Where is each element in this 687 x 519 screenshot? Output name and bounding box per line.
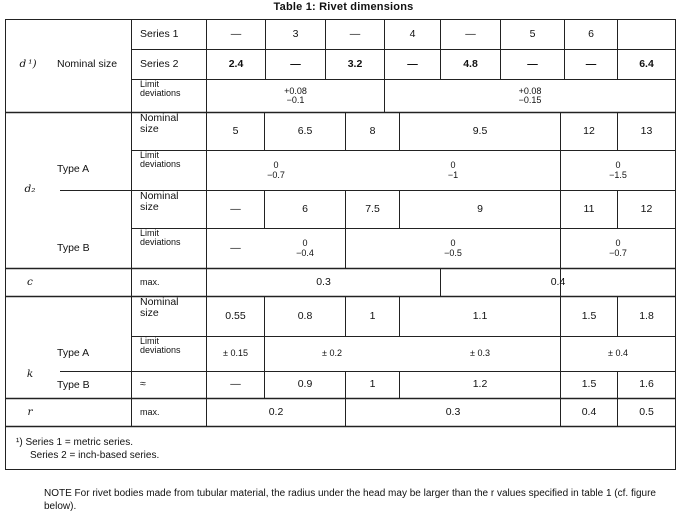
series1-label: Series 1 bbox=[140, 27, 179, 40]
d1-limit-a-lower: −0.1 bbox=[286, 95, 305, 105]
k-limit-3: ± 0.3 bbox=[470, 348, 490, 359]
d2-b-limit-label bbox=[140, 229, 206, 268]
c-symbol: c bbox=[27, 275, 33, 288]
k-limit-label bbox=[140, 337, 206, 371]
k-b-value-5: 1.5 bbox=[581, 378, 597, 391]
k-a-nominal-5: 1.5 bbox=[581, 309, 597, 322]
k-a-nominal-6: 1.8 bbox=[639, 309, 654, 322]
d2-a-nominal-2: 6.5 bbox=[297, 124, 313, 137]
d2-b-nominal-4: 9 bbox=[477, 202, 483, 215]
d2-a-nominal-3: 8 bbox=[369, 124, 376, 137]
d2-a-limit-2-upper: 0 bbox=[450, 160, 456, 171]
d2-b-nominal-6: 12 bbox=[640, 202, 653, 215]
d2-b-nominal-label bbox=[140, 191, 206, 228]
d2-b-nominal-label-2: size bbox=[140, 201, 159, 214]
d2-a-nominal-label-1: Nominal bbox=[140, 112, 179, 124]
d2-a-limit-1-upper: 0 bbox=[273, 160, 279, 171]
d2-b-limit-label-1: Limit bbox=[140, 228, 160, 238]
note-text: NOTE For rivet bodies made from tubular material, the radius under the head may be larger than the r values specified in table 1 (cf. figure below). bbox=[44, 488, 656, 512]
d2-b-limit-3-lower: −0.7 bbox=[609, 247, 627, 258]
series2-value-4: — bbox=[407, 57, 418, 70]
d2-type-b-label: Type B bbox=[57, 242, 90, 255]
k-approx-label: ≈ bbox=[140, 378, 146, 391]
d2-b-nominal-1: — bbox=[230, 202, 241, 215]
d2-a-limit-label bbox=[140, 151, 206, 190]
d1-limit-label-line1: Limit bbox=[140, 79, 160, 89]
k-b-value-2: 0.9 bbox=[297, 378, 313, 391]
series2-value-1: 2.4 bbox=[228, 57, 244, 70]
d2-a-nominal-4: 9.5 bbox=[472, 124, 488, 137]
footnote-line-1: ¹) Series 1 = metric series. bbox=[16, 437, 133, 448]
d2-b-limit-1-lower: −0.4 bbox=[296, 247, 314, 258]
series1-value-6: 5 bbox=[529, 27, 536, 40]
d2-a-nominal-label-2: size bbox=[140, 123, 159, 136]
series1-value-4: 4 bbox=[409, 27, 416, 40]
d1-limit-a-upper: +0.08 bbox=[284, 85, 307, 96]
d1-limit-b-upper: +0.08 bbox=[518, 85, 542, 96]
d1-limit-a bbox=[207, 80, 384, 112]
d2-a-limit-3-upper: 0 bbox=[615, 160, 621, 171]
d2-a-limit-1-lower: −0.7 bbox=[267, 169, 285, 180]
c-value-2: 0.4 bbox=[550, 275, 566, 288]
d2-a-limit-label-1: Limit bbox=[140, 150, 160, 160]
series2-value-8: 6.4 bbox=[639, 57, 654, 70]
k-b-value-1: — bbox=[230, 378, 241, 391]
k-limit-label-1: Limit bbox=[140, 336, 160, 346]
k-type-b-label: Type B bbox=[57, 378, 90, 391]
d1-limit-b-lower: −0.15 bbox=[518, 95, 542, 105]
k-b-value-3: 1 bbox=[369, 378, 376, 391]
d2-a-limit-3-lower: −1.5 bbox=[609, 169, 627, 180]
d2-a-limit-2-lower: −1 bbox=[447, 169, 459, 180]
r-value-1: 0.2 bbox=[268, 405, 284, 418]
d2-b-limit-dash: — bbox=[230, 241, 241, 254]
r-max-label: max. bbox=[140, 406, 160, 417]
d2-b-nominal-3: 7.5 bbox=[365, 202, 380, 215]
d2-b-limit-3 bbox=[561, 229, 675, 268]
c-max-label: max. bbox=[140, 276, 160, 287]
r-symbol: r bbox=[27, 405, 33, 418]
d2-b-limit-2-upper: 0 bbox=[450, 238, 456, 249]
series1-value-1: — bbox=[230, 27, 242, 40]
k-nominal-label bbox=[140, 297, 206, 336]
series2-value-7: — bbox=[585, 57, 597, 70]
series1-value-2: 3 bbox=[292, 27, 299, 40]
k-a-nominal-4: 1.1 bbox=[472, 309, 488, 322]
r-value-3: 0.4 bbox=[581, 405, 597, 418]
k-limit-2: ± 0.2 bbox=[322, 348, 342, 359]
d1-limit-b bbox=[385, 80, 675, 112]
series1-value-3: — bbox=[349, 27, 361, 40]
k-a-nominal-3: 1 bbox=[369, 309, 376, 322]
r-value-4: 0.5 bbox=[639, 405, 654, 418]
footnote-line-2: Series 2 = inch-based series. bbox=[30, 450, 160, 461]
k-nominal-label-2: size bbox=[140, 307, 159, 320]
d2-a-nominal-1: 5 bbox=[232, 124, 239, 137]
d2-b-limit-label-2: deviations bbox=[140, 237, 181, 248]
d2-b-limit-3-upper: 0 bbox=[615, 238, 621, 249]
series2-value-5: 4.8 bbox=[463, 57, 478, 70]
d2-b-limit-2 bbox=[346, 229, 560, 268]
d2-symbol: d₂ bbox=[24, 183, 36, 196]
k-limit-4: ± 0.4 bbox=[608, 348, 628, 359]
d2-b-limit-1-upper: 0 bbox=[302, 238, 308, 249]
k-limit-1: ± 0.15 bbox=[223, 348, 248, 359]
k-b-value-4: 1.2 bbox=[472, 378, 488, 391]
d1-nominal-label: Nominal size bbox=[57, 58, 118, 71]
d2-b-nominal-2: 6 bbox=[302, 202, 308, 215]
d2-a-limit-label-2: deviations bbox=[140, 159, 181, 170]
c-value-1: 0.3 bbox=[316, 275, 331, 288]
series1-value-7: 6 bbox=[588, 27, 594, 40]
k-symbol: k bbox=[26, 368, 34, 381]
series2-label: Series 2 bbox=[140, 57, 179, 70]
k-b-value-6: 1.6 bbox=[639, 378, 654, 391]
d2-a-limit-1 bbox=[207, 151, 345, 190]
d2-a-nominal-6: 13 bbox=[640, 124, 653, 137]
d2-b-nominal-label-1: Nominal bbox=[140, 190, 179, 202]
k-limit-label-2: deviations bbox=[140, 345, 181, 356]
table-title: Table 1: Rivet dimensions bbox=[273, 1, 414, 13]
d1-symbol: d ¹) bbox=[19, 58, 37, 71]
series1-value-8 bbox=[618, 20, 675, 49]
k-type-a-label: Type A bbox=[57, 347, 90, 360]
k-a-nominal-2: 0.8 bbox=[297, 309, 313, 322]
d2-a-nominal-label bbox=[140, 113, 206, 150]
d2-a-limit-3 bbox=[561, 151, 675, 190]
d2-a-limit-2 bbox=[346, 151, 560, 190]
d2-a-nominal-5: 12 bbox=[583, 124, 595, 137]
d2-b-nominal-5: 11 bbox=[583, 202, 595, 215]
series2-value-2: — bbox=[290, 57, 301, 70]
d2-type-a-label: Type A bbox=[57, 163, 90, 176]
series2-value-3: 3.2 bbox=[347, 57, 363, 70]
series1-value-5: — bbox=[465, 27, 476, 40]
k-a-nominal-1: 0.55 bbox=[225, 309, 246, 322]
d1-limit-label bbox=[140, 80, 206, 112]
d1-limit-label-line2: deviations bbox=[140, 88, 181, 99]
k-nominal-label-1: Nominal bbox=[140, 296, 179, 308]
d2-b-limit-2-lower: −0.5 bbox=[444, 247, 462, 258]
d2-b-limit-1 bbox=[265, 229, 345, 268]
series2-value-6: — bbox=[527, 57, 538, 70]
r-value-2: 0.3 bbox=[445, 405, 461, 418]
